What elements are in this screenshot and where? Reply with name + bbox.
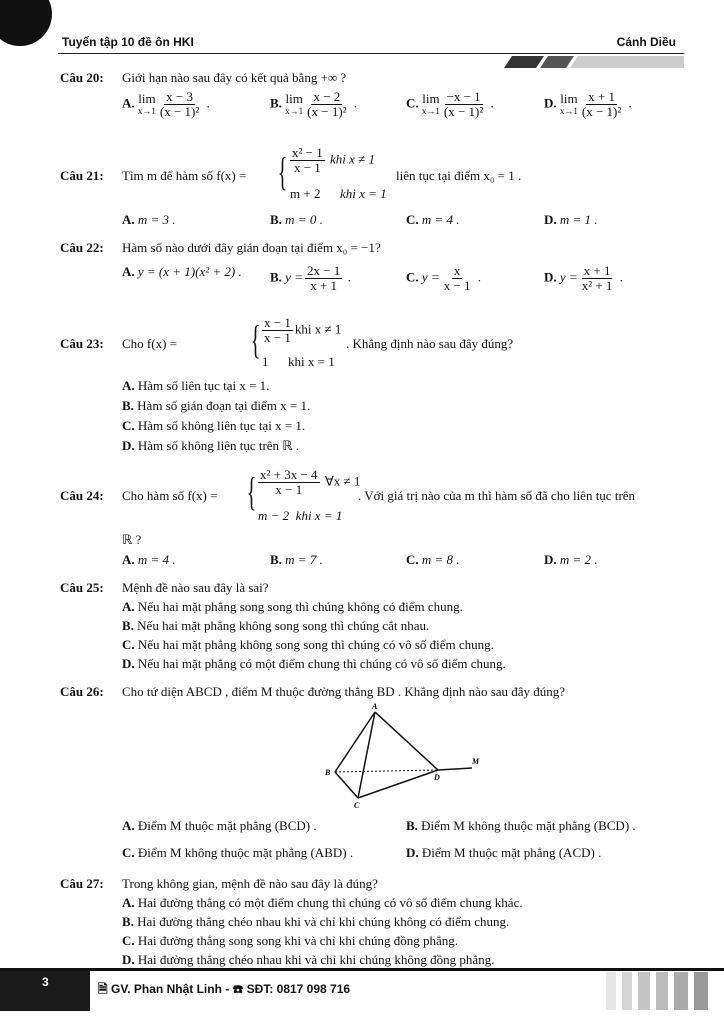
- question-25: Câu 25: Mệnh đề nào sau đây là sai?: [60, 580, 269, 595]
- question-21: Câu 21: Tìm m để hàm số f(x) = { $\frac{\text{x² − 1}}{x - 1}$ khi x ≠ 1 m + 2 khi x = 1 liên tục tại điểm x₀ = 1 .: [60, 145, 522, 201]
- label-d: D: [434, 773, 440, 782]
- q22-option-d[interactable]: D. y = $\frac{x + 1}{\text{x² + 1}}$ .: [544, 263, 623, 293]
- q23-option-d[interactable]: D. Hàm số không liên tục trên ℝ .: [122, 438, 300, 453]
- edge-cd: [358, 770, 438, 798]
- q23-option-a[interactable]: A. Hàm số liên tục tại x = 1.: [122, 378, 270, 393]
- q26-option-d[interactable]: D. Điểm M thuộc mặt phẳng (ACD) .: [406, 845, 602, 860]
- q24-option-a[interactable]: A. m = 4 .: [122, 552, 176, 567]
- question-number: Câu 20:: [60, 70, 104, 85]
- q21-option-d[interactable]: D. m = 1 .: [544, 212, 598, 227]
- question-20: [60, 70, 684, 86]
- q20-option-d[interactable]: D. lim x→1 $\frac{x + 1}{\text{(x − 1)²}}$ .: [544, 89, 632, 119]
- label-c: C: [354, 801, 360, 810]
- q27-option-b[interactable]: B. Hai đường thẳng chéo nhau khi và chỉ khi chúng không có điểm chung.: [122, 914, 510, 929]
- edge-bd-hidden: [335, 770, 438, 772]
- header-stripes-icon: [504, 56, 684, 68]
- tetrahedron-figure: [320, 700, 490, 810]
- footer-author: 🗎 GV. Phan Nhật Linh - ☎ SĐT: 0817 098 716: [98, 982, 351, 996]
- q25-option-b[interactable]: B. Nếu hai mặt phẳng không song song thì chúng cắt nhau.: [122, 618, 430, 633]
- label-a: A: [372, 702, 378, 711]
- q22-option-b[interactable]: B. y = $\frac{2x - 1}{x + 1}$ .: [270, 263, 351, 293]
- header-title: Tuyển tập 10 đề ôn HKI: [62, 35, 194, 49]
- q24-option-d[interactable]: D. m = 2 .: [544, 552, 598, 567]
- header-subject: Cánh Diều: [616, 35, 676, 49]
- q23-option-c[interactable]: C. Hàm số không liên tục tại x = 1.: [122, 418, 306, 433]
- q24-continuation: ℝ ?: [122, 532, 142, 547]
- edge-ad: [375, 712, 438, 770]
- q21-option-c[interactable]: C. m = 4 .: [406, 212, 460, 227]
- question-27: Câu 27: Trong không gian, mệnh đề nào sau đây là đúng?: [60, 876, 378, 891]
- q27-option-c[interactable]: C. Hai đường thẳng song song khi và chỉ khi chúng đồng phẳng.: [122, 933, 458, 948]
- label-m: M: [472, 757, 480, 766]
- q27-option-d[interactable]: D. Hai đường thẳng chéo nhau khi và chỉ khi chúng không đồng phẳng.: [122, 952, 495, 967]
- page-number: 3: [42, 975, 49, 989]
- question-22: Câu 22: Hàm số nào dưới đây gián đoạn tại điểm x₀ = −1?: [60, 240, 381, 255]
- q22-option-a[interactable]: A. y = (x + 1)(x² + 2) .: [122, 264, 242, 279]
- question-text: Giới hạn nào sau đây có kết quả bằng +∞ ?: [122, 70, 347, 85]
- q25-option-c[interactable]: C. Nếu hai mặt phẳng không song song thì chúng có vô số điểm chung.: [122, 637, 494, 652]
- q27-option-a[interactable]: A. Hai đường thẳng có một điểm chung thì chúng có vô số điểm chung khác.: [122, 895, 523, 910]
- q22-option-c[interactable]: C. y = $\frac{x}{x - 1}$ .: [406, 263, 482, 293]
- q25-option-d[interactable]: D. Nếu hai mặt phẳng có một điểm chung thì chúng có vô số điểm chung.: [122, 656, 506, 671]
- q21-option-a[interactable]: A. m = 3 .: [122, 212, 176, 227]
- q21-option-b[interactable]: B. m = 0 .: [270, 212, 323, 227]
- brand-logo-icon: [0, 0, 52, 46]
- q24-option-b[interactable]: B. m = 7 .: [270, 552, 323, 567]
- q26-option-c[interactable]: C. Điểm M không thuộc mặt phẳng (ABD) .: [122, 845, 354, 860]
- q26-option-a[interactable]: A. Điểm M thuộc mặt phẳng (BCD) .: [122, 818, 317, 833]
- edge-bc: [335, 772, 358, 798]
- page-number-box: [0, 971, 90, 1011]
- phone-icon: ☎: [232, 982, 244, 996]
- q23-option-b[interactable]: B. Hàm số gián đoạn tại điểm x = 1.: [122, 398, 311, 413]
- footer-divider: [0, 968, 724, 971]
- footer-stripes-icon: [606, 972, 716, 1010]
- q20-option-c[interactable]: C. lim x→1 $\frac{-x - 1}{\text{(x − 1)²}}$ .: [406, 89, 494, 119]
- q26-option-b[interactable]: B. Điểm M không thuộc mặt phẳng (BCD) .: [406, 818, 636, 833]
- header-divider: [58, 53, 684, 54]
- q20-option-b[interactable]: B. lim x→1 $\frac{x - 2}{\text{(x − 1)²}}$ .: [270, 89, 358, 119]
- q20-option-a[interactable]: A. lim x→1 $\frac{x - 3}{\text{(x − 1)²}}$ .: [122, 89, 210, 119]
- q24-option-c[interactable]: C. m = 8 .: [406, 552, 460, 567]
- line-dm: [438, 768, 472, 770]
- q25-option-a[interactable]: A. Nếu hai mặt phẳng song song thì chúng không có điểm chung.: [122, 599, 463, 614]
- question-26: Câu 26: Cho tứ diện ABCD , điểm M thuộc đường thẳng BD . Khẳng định nào sau đây đúng?: [60, 684, 566, 699]
- document-icon: 🗎: [98, 982, 108, 996]
- label-b: B: [325, 768, 331, 777]
